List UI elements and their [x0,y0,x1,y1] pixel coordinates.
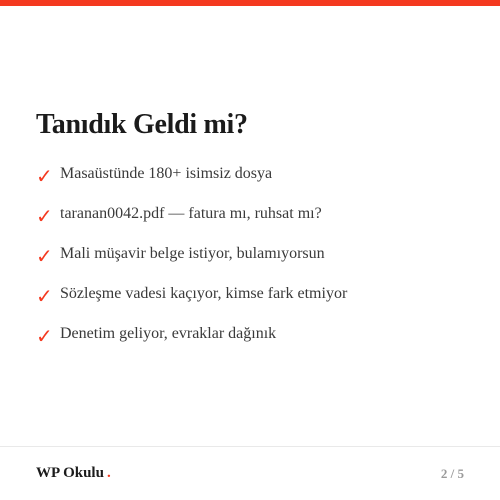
accent-top-bar [0,0,500,6]
checkmark-icon: ✓ [36,284,53,308]
checklist-item-text: Sözleşme vadesi kaçıyor, kimse fark etmiyor [60,285,348,302]
page-indicator: 2 / 5 [440,466,464,481]
checklist-item [36,194,480,234]
checklist-item-text: Masaüstünde 180+ isimsiz dosya [60,165,273,182]
slide-title: Tanıdık Geldi mi? [36,109,248,140]
checkmark-icon: ✓ [36,204,53,228]
checkmark-icon: ✓ [36,324,53,348]
checklist-item [36,234,480,274]
brand-dot: . [106,465,111,481]
checklist-item-text: taranan0042.pdf — fatura mı, ruhsat mı? [60,205,322,222]
checklist-item [36,154,480,194]
checkmark-icon: ✓ [36,244,53,268]
slide-content [36,108,480,354]
slide-footer [0,446,500,500]
checklist-item-text: Mali müşavir belge istiyor, bulamıyorsun [60,245,325,262]
checkmark-icon: ✓ [36,164,53,188]
checklist [36,154,480,354]
checklist-item-text: Denetim geliyor, evraklar dağınık [60,325,277,342]
brand-name: WP Okulu [36,465,104,481]
checklist-item [36,314,480,354]
checklist-item [36,274,480,314]
brand-logo [36,465,111,482]
